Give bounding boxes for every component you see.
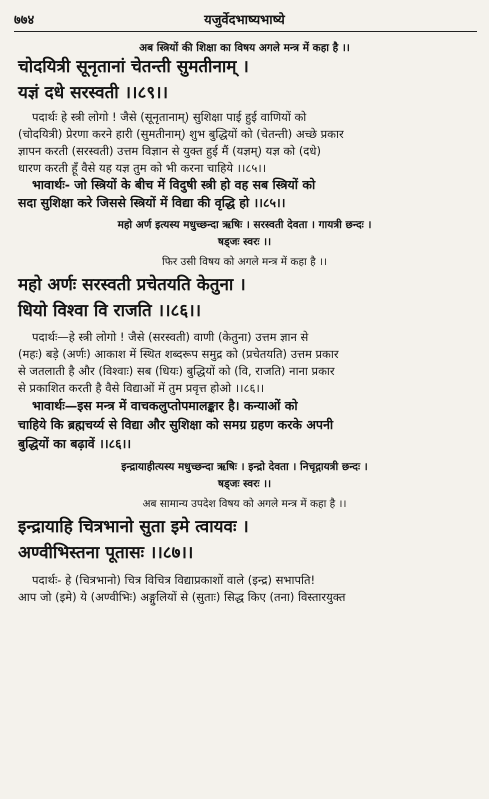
page-number: ७७४ bbox=[14, 13, 35, 28]
bhavartha-line: चाहिये कि ब्रह्मचर्य्य से विद्या और सुशिक्षा को समग्र ग्रहण करके अपनी bbox=[18, 417, 334, 432]
padartha-line: (चोदयित्री) प्रेरणा करने हारी (सुमतीनाम्) शुभ बुद्धियों को (चेतन्ती) अच्छे प्रकार bbox=[18, 127, 344, 141]
svara-line: षड्जः स्वरः ।। bbox=[217, 236, 272, 248]
padartha-line: धारण करती हूँ वैसे यह यज्ञ तुम को भी करना चाहिये ।।८५।। bbox=[18, 161, 267, 175]
mantra-line: महो अर्णः सरस्वती प्रचेतयति केतुना । bbox=[18, 275, 246, 295]
bhavartha-line: बुद्धियों का बढ़ावें ।।८६।। bbox=[18, 436, 132, 451]
mantra-line: धियो विश्वा वि राजति ।।८६।। bbox=[18, 301, 202, 321]
topic-heading: अब स्त्रियों की शिक्षा का विषय अगले मन्त्र में कहा है ।। bbox=[139, 42, 350, 54]
padartha-line: से प्रकाशित करती है वैसे विद्याओं में तुम प्रवृत्त होओ ।।८६।। bbox=[18, 381, 265, 395]
padartha-line: (महः) बड़े (अर्णः) आकाश में स्थित शब्दरूप समुद्र को (प्रचेतयति) उत्तम प्रकार bbox=[18, 347, 339, 361]
mantra-line: इन्द्रायाहि चित्रभानो सुता इमे त्वायवः । bbox=[18, 517, 249, 537]
page-header bbox=[14, 8, 475, 30]
padartha-line: से जतलाती है और (विश्वाः) सब (धियः) बुद्धियों को (वि, राजति) नाना प्रकार bbox=[18, 364, 335, 378]
topic-heading: अब सामान्य उपदेश विषय को अगले मन्त्र में कहा है ।। bbox=[142, 498, 347, 510]
header-rule bbox=[14, 31, 477, 32]
mantra-line: यज्ञं दधे सरस्वती ।।८९।। bbox=[18, 83, 169, 103]
padartha-line: पदार्थः- हे (चित्रभानो) चित्र विचित्र विद्याप्रकाशों वाले (इन्द्र) सभापति! bbox=[32, 573, 316, 587]
bhavartha-line: सदा सुशिक्षा करे जिससे स्त्रियों में विद्या की वृद्धि हो ।।८५।। bbox=[18, 195, 286, 210]
running-title: यजुर्वेदभाष्यभाष्ये bbox=[204, 13, 285, 28]
mantra-line: चोदयित्री सूनृतानां चेतन्ती सुमतीनाम् । bbox=[18, 57, 249, 77]
padartha-line: पदार्थः हे स्त्री लोगो ! जैसे (सूनृतानाम्) सुशिक्षा पाई हुई वाणियों को bbox=[32, 110, 307, 124]
rishi-devata-line: इन्द्रायाहीत्यस्य मधुच्छन्दा ऋषिः । इन्द्रो देवता । निचृद्गायत्री छन्दः । bbox=[121, 461, 368, 473]
svara-line: षड्जः स्वरः ।। bbox=[217, 478, 272, 490]
bhavartha-line: भावार्थः—इस मन्त्र में वाचकलुप्तोपमालङ्कार है। कन्याओं को bbox=[32, 398, 298, 413]
mantra-line: अण्वीभिस्तना पूतासः ।।८७।। bbox=[18, 543, 194, 563]
padartha-line: पदार्थः—हे स्त्री लोगो ! जैसे (सरस्वती) वाणी (केतुना) उत्तम ज्ञान से bbox=[32, 330, 309, 344]
topic-heading: फिर उसी विषय को अगले मन्त्र में कहा है ।। bbox=[162, 256, 327, 268]
bhavartha-line: भावार्थः- जो स्त्रियों के बीच में विदुषी स्त्री हो वह सब स्त्रियों को bbox=[32, 177, 316, 192]
padartha-line: आप जो (इमे) ये (अण्वीभिः) अङ्गुलियों से (सुताः) सिद्ध किए (तना) विस्तारयुक्त bbox=[18, 590, 346, 604]
padartha-line: ज्ञापन करती (सरस्वती) उत्तम विज्ञान से युक्त हुई मैं (यज्ञम्) यज्ञ को (दधे) bbox=[18, 144, 321, 158]
rishi-devata-line: महो अर्ण इत्यस्य मधुच्छन्दा ऋषिः । सरस्वती देवता । गायत्री छन्दः । bbox=[117, 219, 372, 231]
